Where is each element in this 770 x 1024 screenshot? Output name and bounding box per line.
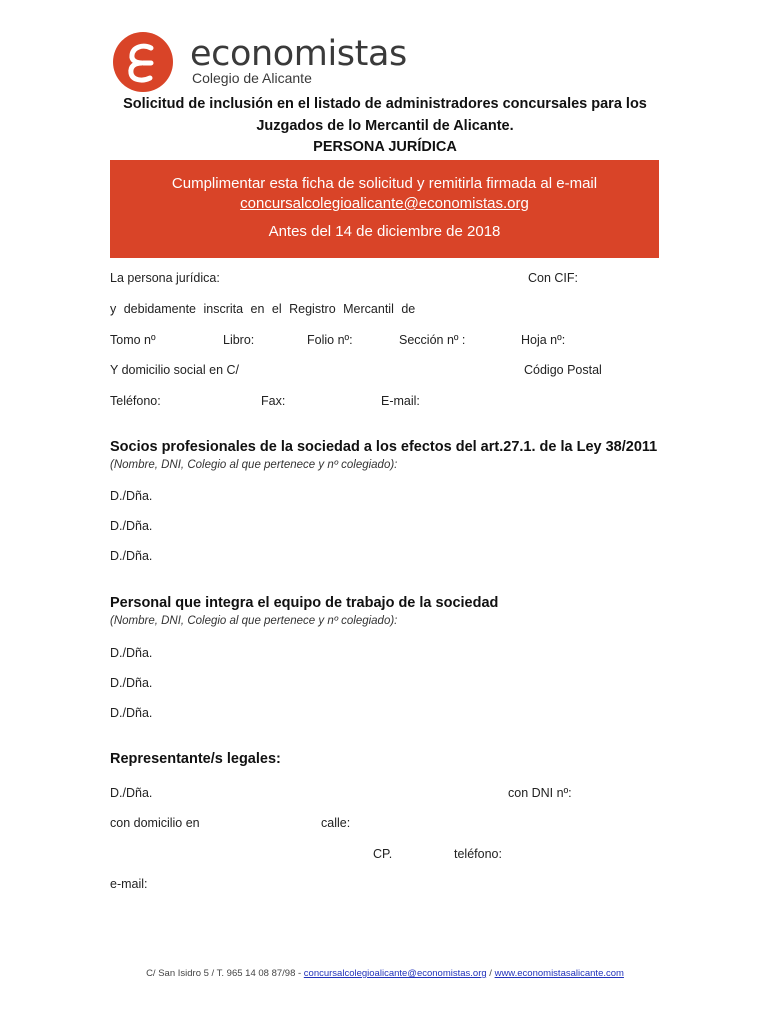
- socios-note: (Nombre, DNI, Colegio al que pertenece y nº colegiado):: [110, 459, 398, 471]
- label-domicilio: con domicilio en: [110, 816, 200, 830]
- label-dona: D./Dña.: [110, 549, 153, 563]
- label-persona-juridica: La persona jurídica:: [110, 271, 220, 285]
- banner-email-link[interactable]: concursalcolegioalicante@economistas.org: [240, 195, 529, 212]
- label-dona: D./Dña.: [110, 489, 153, 503]
- page-title-line-1: Solicitud de inclusión en el listado de administradores concursales para los: [123, 96, 647, 112]
- label-folio: Folio nº:: [307, 333, 353, 347]
- label-email: e-mail:: [110, 877, 148, 891]
- domicilio-row: [110, 362, 659, 380]
- personal-row: [110, 705, 659, 723]
- socio-row: [110, 548, 659, 566]
- economistas-logo: [113, 32, 407, 90]
- registro-row: [110, 301, 659, 319]
- label-dona: D./Dña.: [110, 676, 153, 690]
- personal-row: [110, 675, 659, 693]
- representante-row: [110, 785, 659, 803]
- personal-heading: Personal que integra el equipo de trabajo de la sociedad: [110, 595, 499, 611]
- label-domicilio-social: Y domicilio social en C/: [110, 363, 239, 377]
- footer-address: C/ San Isidro 5 / T. 965 14 08 87/98 -: [146, 968, 302, 979]
- footer-web-link[interactable]: www.economistasalicante.com: [494, 968, 624, 979]
- company-name-row: [110, 270, 659, 288]
- logo-name: economistas: [190, 34, 407, 74]
- logo-e-icon: [113, 32, 173, 92]
- representantes-heading: Representante/s legales:: [110, 751, 281, 767]
- label-telefono: Teléfono:: [110, 394, 161, 408]
- page-title-line-2: Juzgados de lo Mercantil de Alicante.: [256, 118, 514, 134]
- instructions-banner: [110, 160, 659, 258]
- label-dona: D./Dña.: [110, 646, 153, 660]
- label-dona: D./Dña.: [110, 786, 153, 800]
- representante-cp-row: [110, 846, 659, 864]
- logo-subtitle: Colegio de Alicante: [192, 70, 312, 86]
- label-email: E-mail:: [381, 394, 420, 408]
- label-calle: calle:: [321, 816, 351, 830]
- label-dni: con DNI nº:: [508, 786, 572, 800]
- footer-email-link[interactable]: concursalcolegioalicante@economistas.org: [303, 968, 487, 979]
- banner-deadline: Antes del 14 de diciembre de 2018: [268, 223, 501, 240]
- socio-row: [110, 488, 659, 506]
- representante-domicilio-row: [110, 815, 659, 833]
- tomo-row: [110, 332, 659, 350]
- personal-note: (Nombre, DNI, Colegio al que pertenece y nº colegiado):: [110, 615, 398, 627]
- label-fax: Fax:: [261, 394, 286, 408]
- label-cif: Con CIF:: [528, 271, 579, 285]
- banner-instruction: Cumplimentar esta ficha de solicitud y remitirla firmada al e-mail: [171, 175, 598, 192]
- label-registro-mercantil: y debidamente inscrita en el Registro Mercantil de: [110, 302, 416, 316]
- label-libro: Libro:: [223, 333, 255, 347]
- label-dona: D./Dña.: [110, 519, 153, 533]
- socios-heading: Socios profesionales de la sociedad a los efectos del art.27.1. de la Ley 38/2011: [110, 439, 658, 455]
- label-cp: CP.: [373, 847, 393, 861]
- label-codigo-postal: Código Postal: [524, 363, 602, 377]
- address-continuation-field[interactable]: [110, 862, 372, 864]
- socio-row: [110, 518, 659, 536]
- footer: [0, 968, 770, 980]
- page-title-line-3: PERSONA JURÍDICA: [313, 139, 457, 155]
- personal-row: [110, 645, 659, 663]
- label-hoja: Hoja nº:: [521, 333, 566, 347]
- footer-separator: /: [489, 968, 492, 979]
- label-tomo: Tomo nº: [110, 333, 156, 347]
- contact-row: [110, 393, 659, 411]
- representante-email-row: [110, 876, 659, 894]
- label-dona: D./Dña.: [110, 706, 153, 720]
- label-telefono: teléfono:: [454, 847, 502, 861]
- label-seccion: Sección nº :: [399, 333, 466, 347]
